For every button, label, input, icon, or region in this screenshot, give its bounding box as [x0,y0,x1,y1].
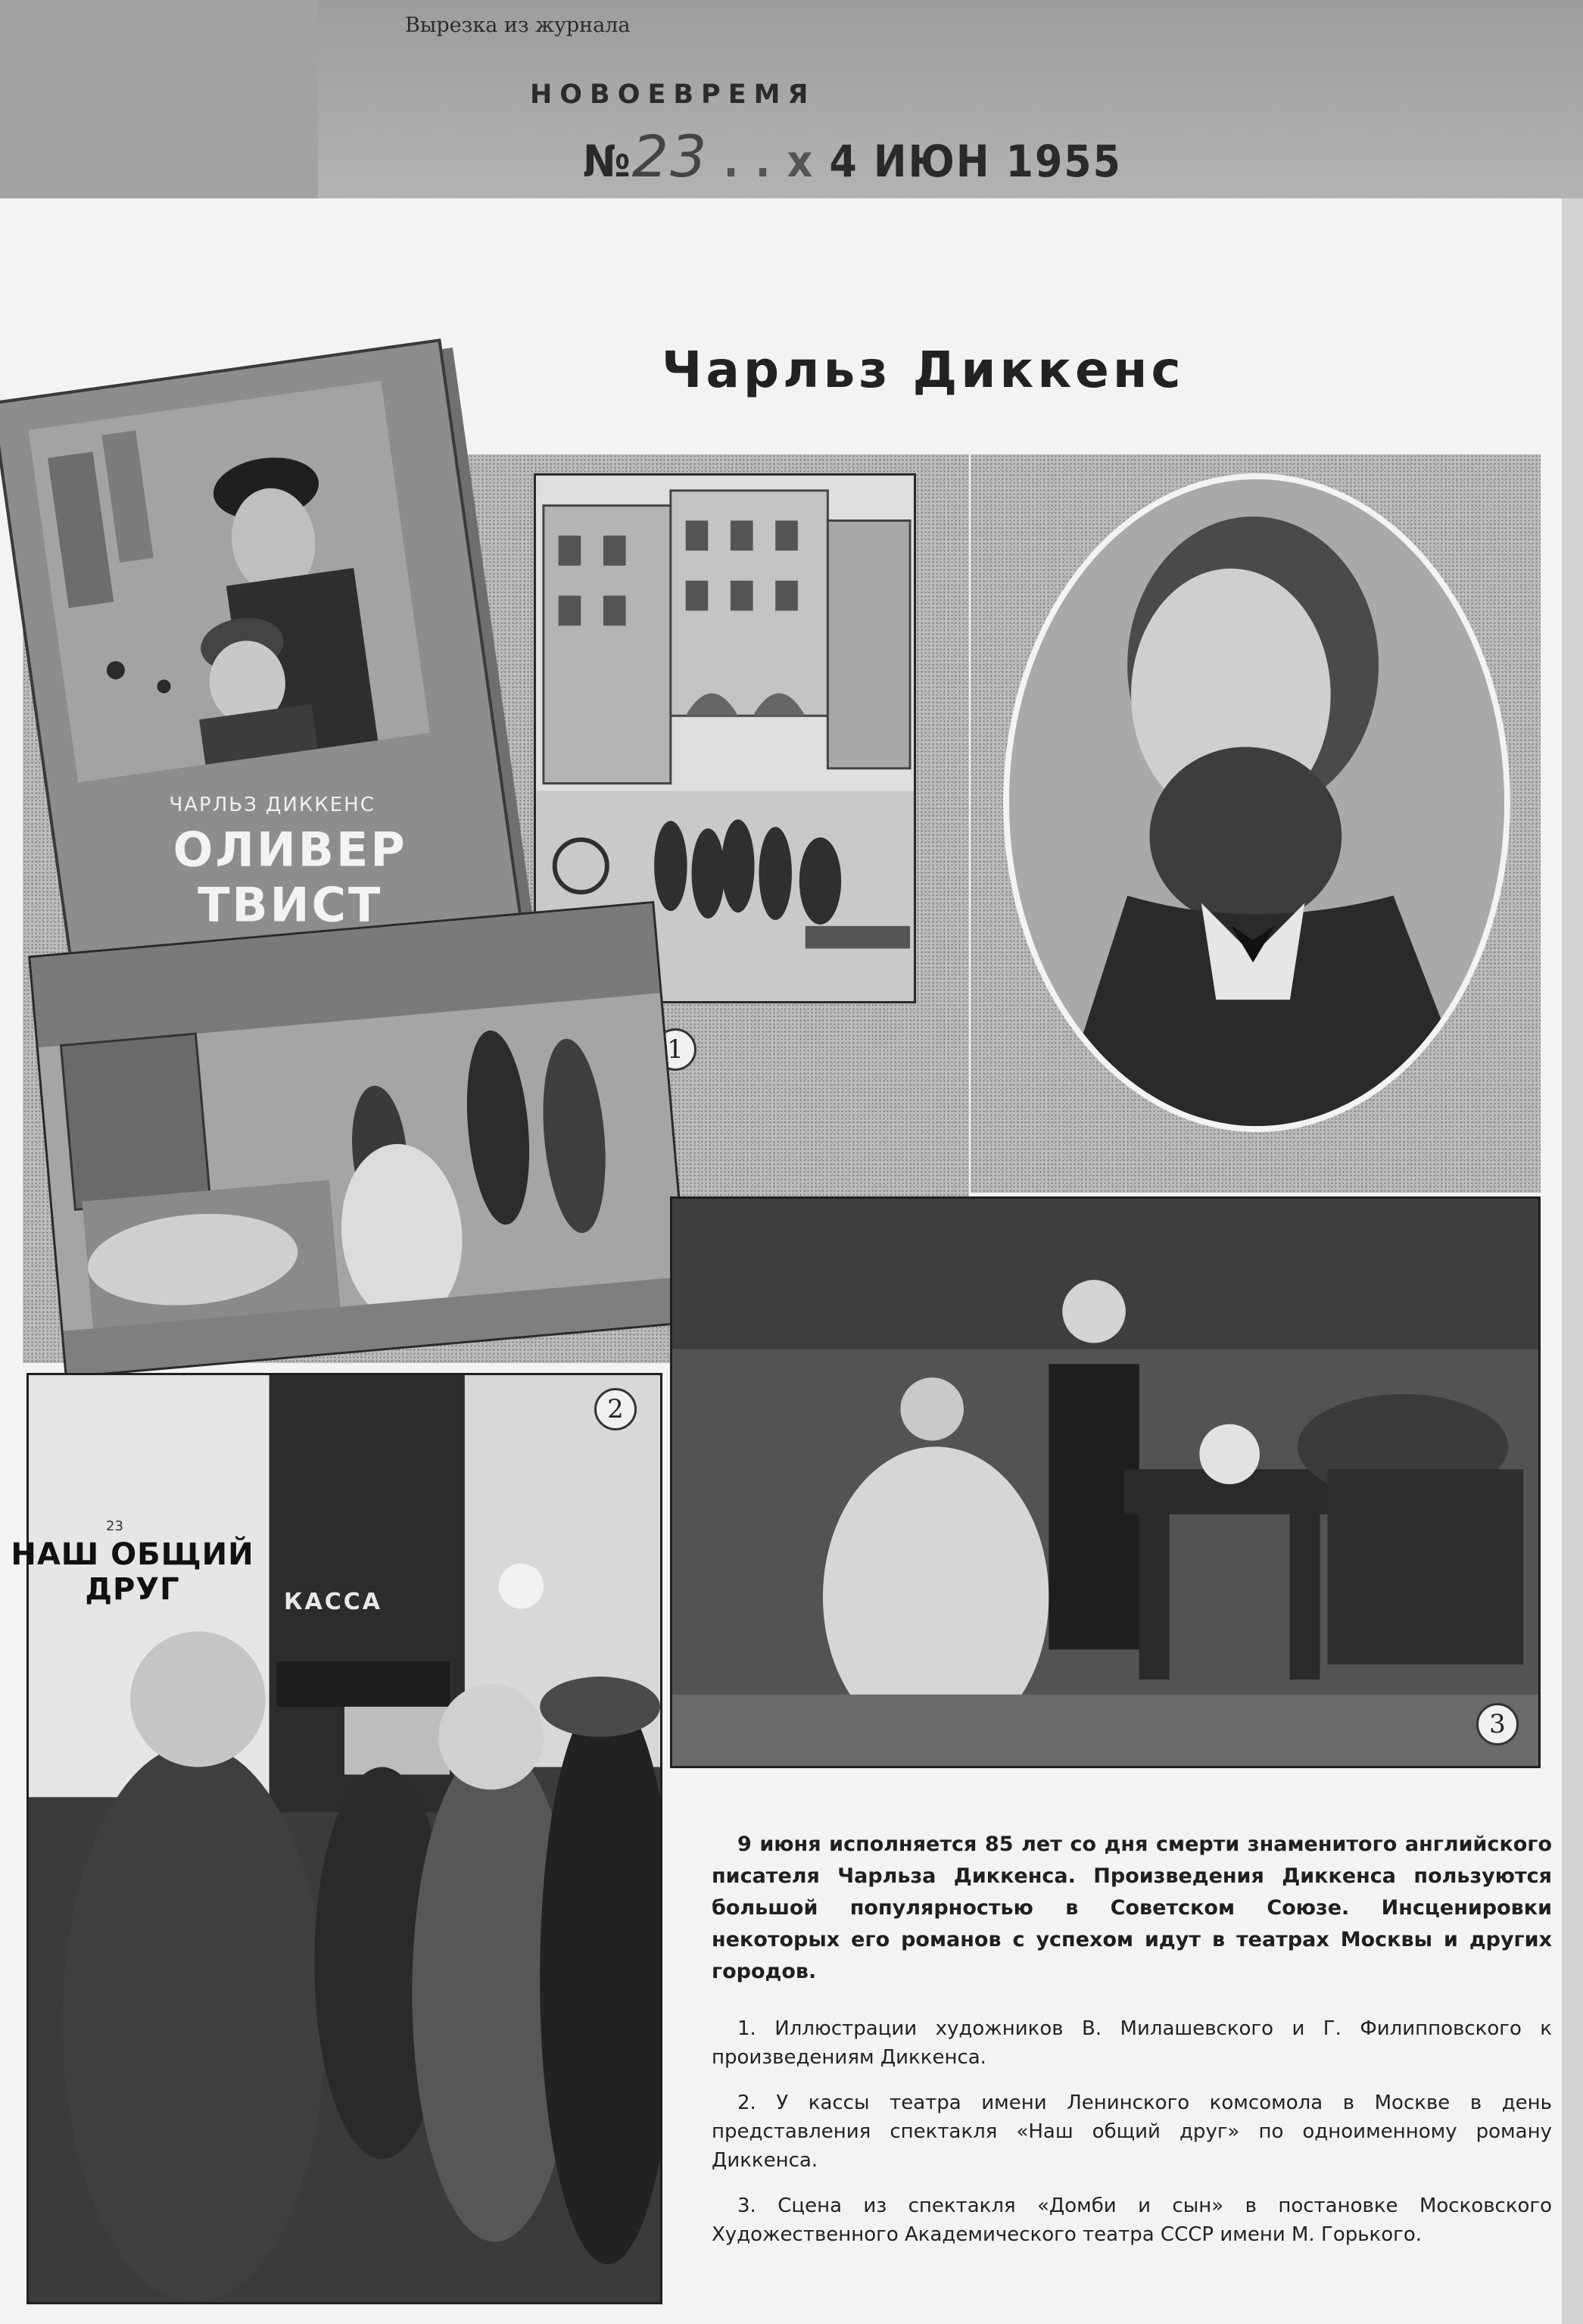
dickens-portrait-drawing [1009,479,1504,1126]
book-cover-title: ОЛИВЕР ТВИСТ [173,822,407,933]
photo-badge-3: 3 [1476,1703,1519,1745]
issue-dots: . . х [723,136,815,187]
poster-title: НАШ ОБЩИЙ ДРУГ [11,1537,254,1607]
interior-engraving [28,901,691,1378]
poster-date: 23 [106,1518,123,1534]
dickens-portrait [1003,473,1510,1132]
paper-edge [1562,198,1583,2324]
stage-scene-drawing [672,1199,1538,1766]
clipping-source-label: Вырезка из журнала [405,14,631,37]
article-captions [712,2014,1552,2266]
interior-engraving-drawing [30,903,688,1376]
book-cover-drawing [29,381,431,783]
issue-date: 4 ИЮН 1955 [829,136,1122,187]
clipping-strip [0,0,1583,198]
book-cover-illustration [29,381,431,783]
book-cover-oliver-twist [0,338,524,994]
article-title: Чарльз Диккенс [662,341,1185,399]
issue-prefix: № [583,136,632,187]
photo-ticket-office [26,1373,662,2304]
caption-1: 1. Иллюстрации художников В. Милашевского и Г. Филипповского к произведениям Диккенса. [712,2017,1552,2069]
photo-stage-scene [670,1196,1541,1768]
clipping-journal-name: НОВОЕВРЕМЯ [530,80,816,110]
illustration-badge-1: 1 [654,1028,696,1071]
clipping-issue-stamp [583,123,1122,190]
photo-badge-2: 2 [594,1388,637,1430]
caption-3: 3. Сцена из спектакля «Домби и сын» в постановке Московского Художественного Академического театра СССР имени М. Горького. [712,2195,1552,2246]
issue-number: 23 [631,123,709,190]
ticket-office-drawing [29,1375,660,2302]
caption-2: 2. У кассы театра имени Ленинского комсомола в Москве в день представления спектакля «Наш общий друг» по одноименному роману Диккенса. [712,2092,1552,2172]
kassa-sign: КАССА [284,1589,382,1615]
strip-tape [0,0,318,198]
book-cover-author: ЧАРЛЬЗ ДИККЕНС [169,794,375,817]
article-lead-paragraph: 9 июня исполняется 85 лет со дня смерти знаменитого английского писателя Чарльза Диккенса. Произведения Диккенса пользуются большой популярностью в Советском Союзе. Инсценировки некоторых его романов с успехом идут в театрах Москвы и других городов. [712,1833,1552,1983]
